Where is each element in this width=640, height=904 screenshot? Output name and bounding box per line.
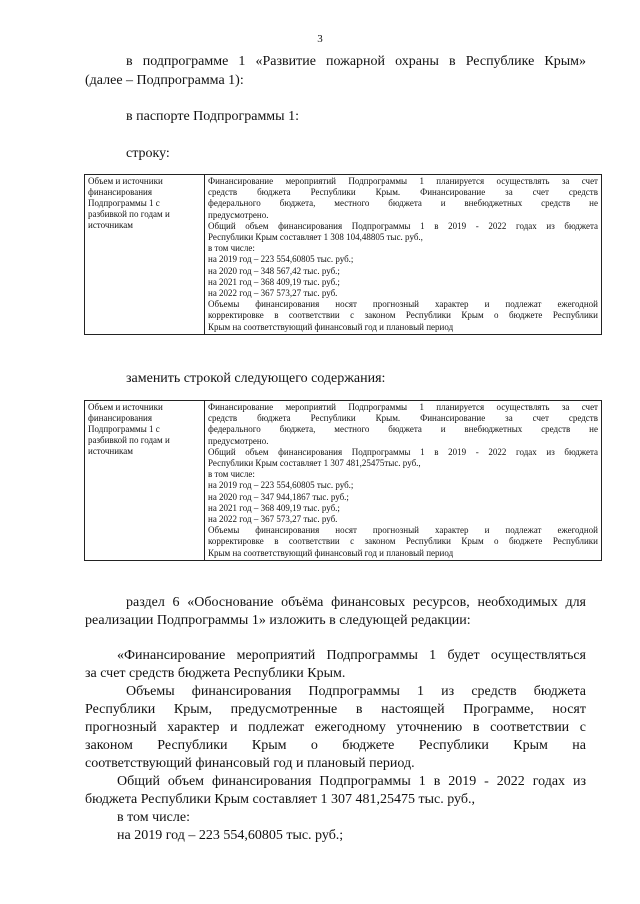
intro-line-2: (далее – Подпрограмма 1): [85, 73, 244, 88]
cell-line: федерального бюджета, местного бюджета и внебюджетных средств не [208, 198, 598, 209]
intro-line-1: в подпрограмме 1 «Развитие пожарной охраны в Республике Крым» [126, 54, 586, 69]
cell-line: разбивкой по годам и [88, 209, 170, 219]
table-left-cell [85, 175, 205, 335]
old-financing-table [84, 174, 602, 335]
new-financing-table [84, 400, 602, 561]
cell-line: Объемы финансирования носят прогнозный характер и подлежат ежегодной [208, 299, 598, 310]
cell-line: Республики Крым составляет 1 308 104,48805 тыс. руб., [208, 232, 423, 243]
body-line-4: Республики Крым, предусмотренные в настоящей Программе, носят [85, 702, 586, 717]
passport-line: в паспорте Подпрограммы 1: [126, 109, 299, 124]
cell-line: Подпрограммы 1 с [88, 424, 160, 434]
cell-line: Общий объем финансирования Подпрограммы 1 в 2019 - 2022 годах из бюджета [208, 446, 598, 457]
cell-line: в том числе: [208, 243, 255, 254]
cell-line: источникам [88, 220, 133, 230]
cell-line: на 2019 год – 223 554,60805 тыс. руб.; [208, 480, 354, 491]
table-right-cell [205, 175, 602, 335]
table-row [85, 401, 602, 561]
cell-line: финансирования [88, 187, 152, 197]
body-line-6: законом Республики Крым о бюджете Республики Крым на [85, 738, 586, 753]
body-line-10: в том числе: [117, 810, 190, 825]
cell-line: Объем и источники [88, 402, 163, 412]
cell-line: в том числе: [208, 469, 255, 480]
section6-line-1: раздел 6 «Обоснование объёма финансовых ресурсов, необходимых для [126, 595, 586, 610]
cell-line: Общий объем финансирования Подпрограммы 1 в 2019 - 2022 годах из бюджета [208, 220, 598, 231]
body-line-11: на 2019 год – 223 554,60805 тыс. руб.; [117, 828, 344, 843]
cell-line: Подпрограммы 1 с [88, 198, 160, 208]
cell-line: на 2022 год – 367 573,27 тыс. руб. [208, 514, 338, 525]
cell-line: Финансирование мероприятий Подпрограммы 1 планируется осуществлять за счет [208, 176, 598, 186]
table-right-cell [205, 401, 602, 561]
body-line-1: «Финансирование мероприятий Подпрограммы 1 будет осуществляться [117, 648, 586, 663]
cell-line: на 2022 год – 367 573,27 тыс. руб. [208, 288, 338, 299]
body-line-7: соответствующий финансовый год и плановый период. [85, 756, 415, 771]
cell-line: на 2019 год – 223 554,60805 тыс. руб.; [208, 254, 354, 265]
cell-line: предусмотрено. [208, 209, 269, 220]
cell-line: на 2021 год – 368 409,19 тыс. руб.; [208, 276, 340, 287]
cell-line: Крым на соответствующий финансовый год и плановый период [208, 321, 454, 332]
body-line-9: бюджета Республики Крым составляет 1 307 481,25475 тыс. руб., [85, 792, 475, 807]
table-row [85, 175, 602, 335]
cell-line: Республики Крым составляет 1 307 481,25475тыс. руб., [208, 458, 421, 469]
cell-line: корректировке в соответствии с законом Республики Крым о бюджете Республики [208, 536, 598, 547]
cell-line: разбивкой по годам и [88, 435, 170, 445]
section6-line-2: реализации Подпрограммы 1» изложить в следующей редакции: [85, 613, 471, 628]
cell-line: федерального бюджета, местного бюджета и внебюджетных средств не [208, 424, 598, 435]
cell-line: Объемы финансирования носят прогнозный характер и подлежат ежегодной [208, 525, 598, 536]
body-line-8: Общий объем финансирования Подпрограммы 1 в 2019 - 2022 годах из [117, 774, 586, 789]
cell-line: финансирования [88, 413, 152, 423]
body-line-5: прогнозный характер и подлежат ежегодному уточнению в соответствии с [85, 720, 586, 735]
cell-line: средств бюджета Республики Крым. Финансирование за счет средств [208, 187, 598, 198]
cell-line: средств бюджета Республики Крым. Финансирование за счет средств [208, 413, 598, 424]
cell-line: предусмотрено. [208, 435, 269, 446]
cell-line: корректировке в соответствии с законом Республики Крым о бюджете Республики [208, 310, 598, 321]
cell-line: на 2021 год – 368 409,19 тыс. руб.; [208, 502, 340, 513]
body-line-3: Объемы финансирования Подпрограммы 1 из средств бюджета [126, 684, 586, 699]
body-line-2: за счет средств бюджета Республики Крым. [85, 666, 346, 681]
cell-line: на 2020 год – 347 944,1867 тыс. руб.; [208, 491, 349, 502]
cell-line: источникам [88, 446, 133, 456]
cell-line: на 2020 год – 348 567,42 тыс. руб.; [208, 265, 340, 276]
cell-line: Крым на соответствующий финансовый год и плановый период [208, 547, 454, 558]
cell-line: Объем и источники [88, 176, 163, 186]
replace-label: заменить строкой следующего содержания: [126, 371, 386, 386]
row-label: строку: [126, 146, 170, 161]
cell-line: Финансирование мероприятий Подпрограммы 1 планируется осуществлять за счет [208, 402, 598, 412]
table-left-cell [85, 401, 205, 561]
page-number: 3 [317, 33, 323, 45]
